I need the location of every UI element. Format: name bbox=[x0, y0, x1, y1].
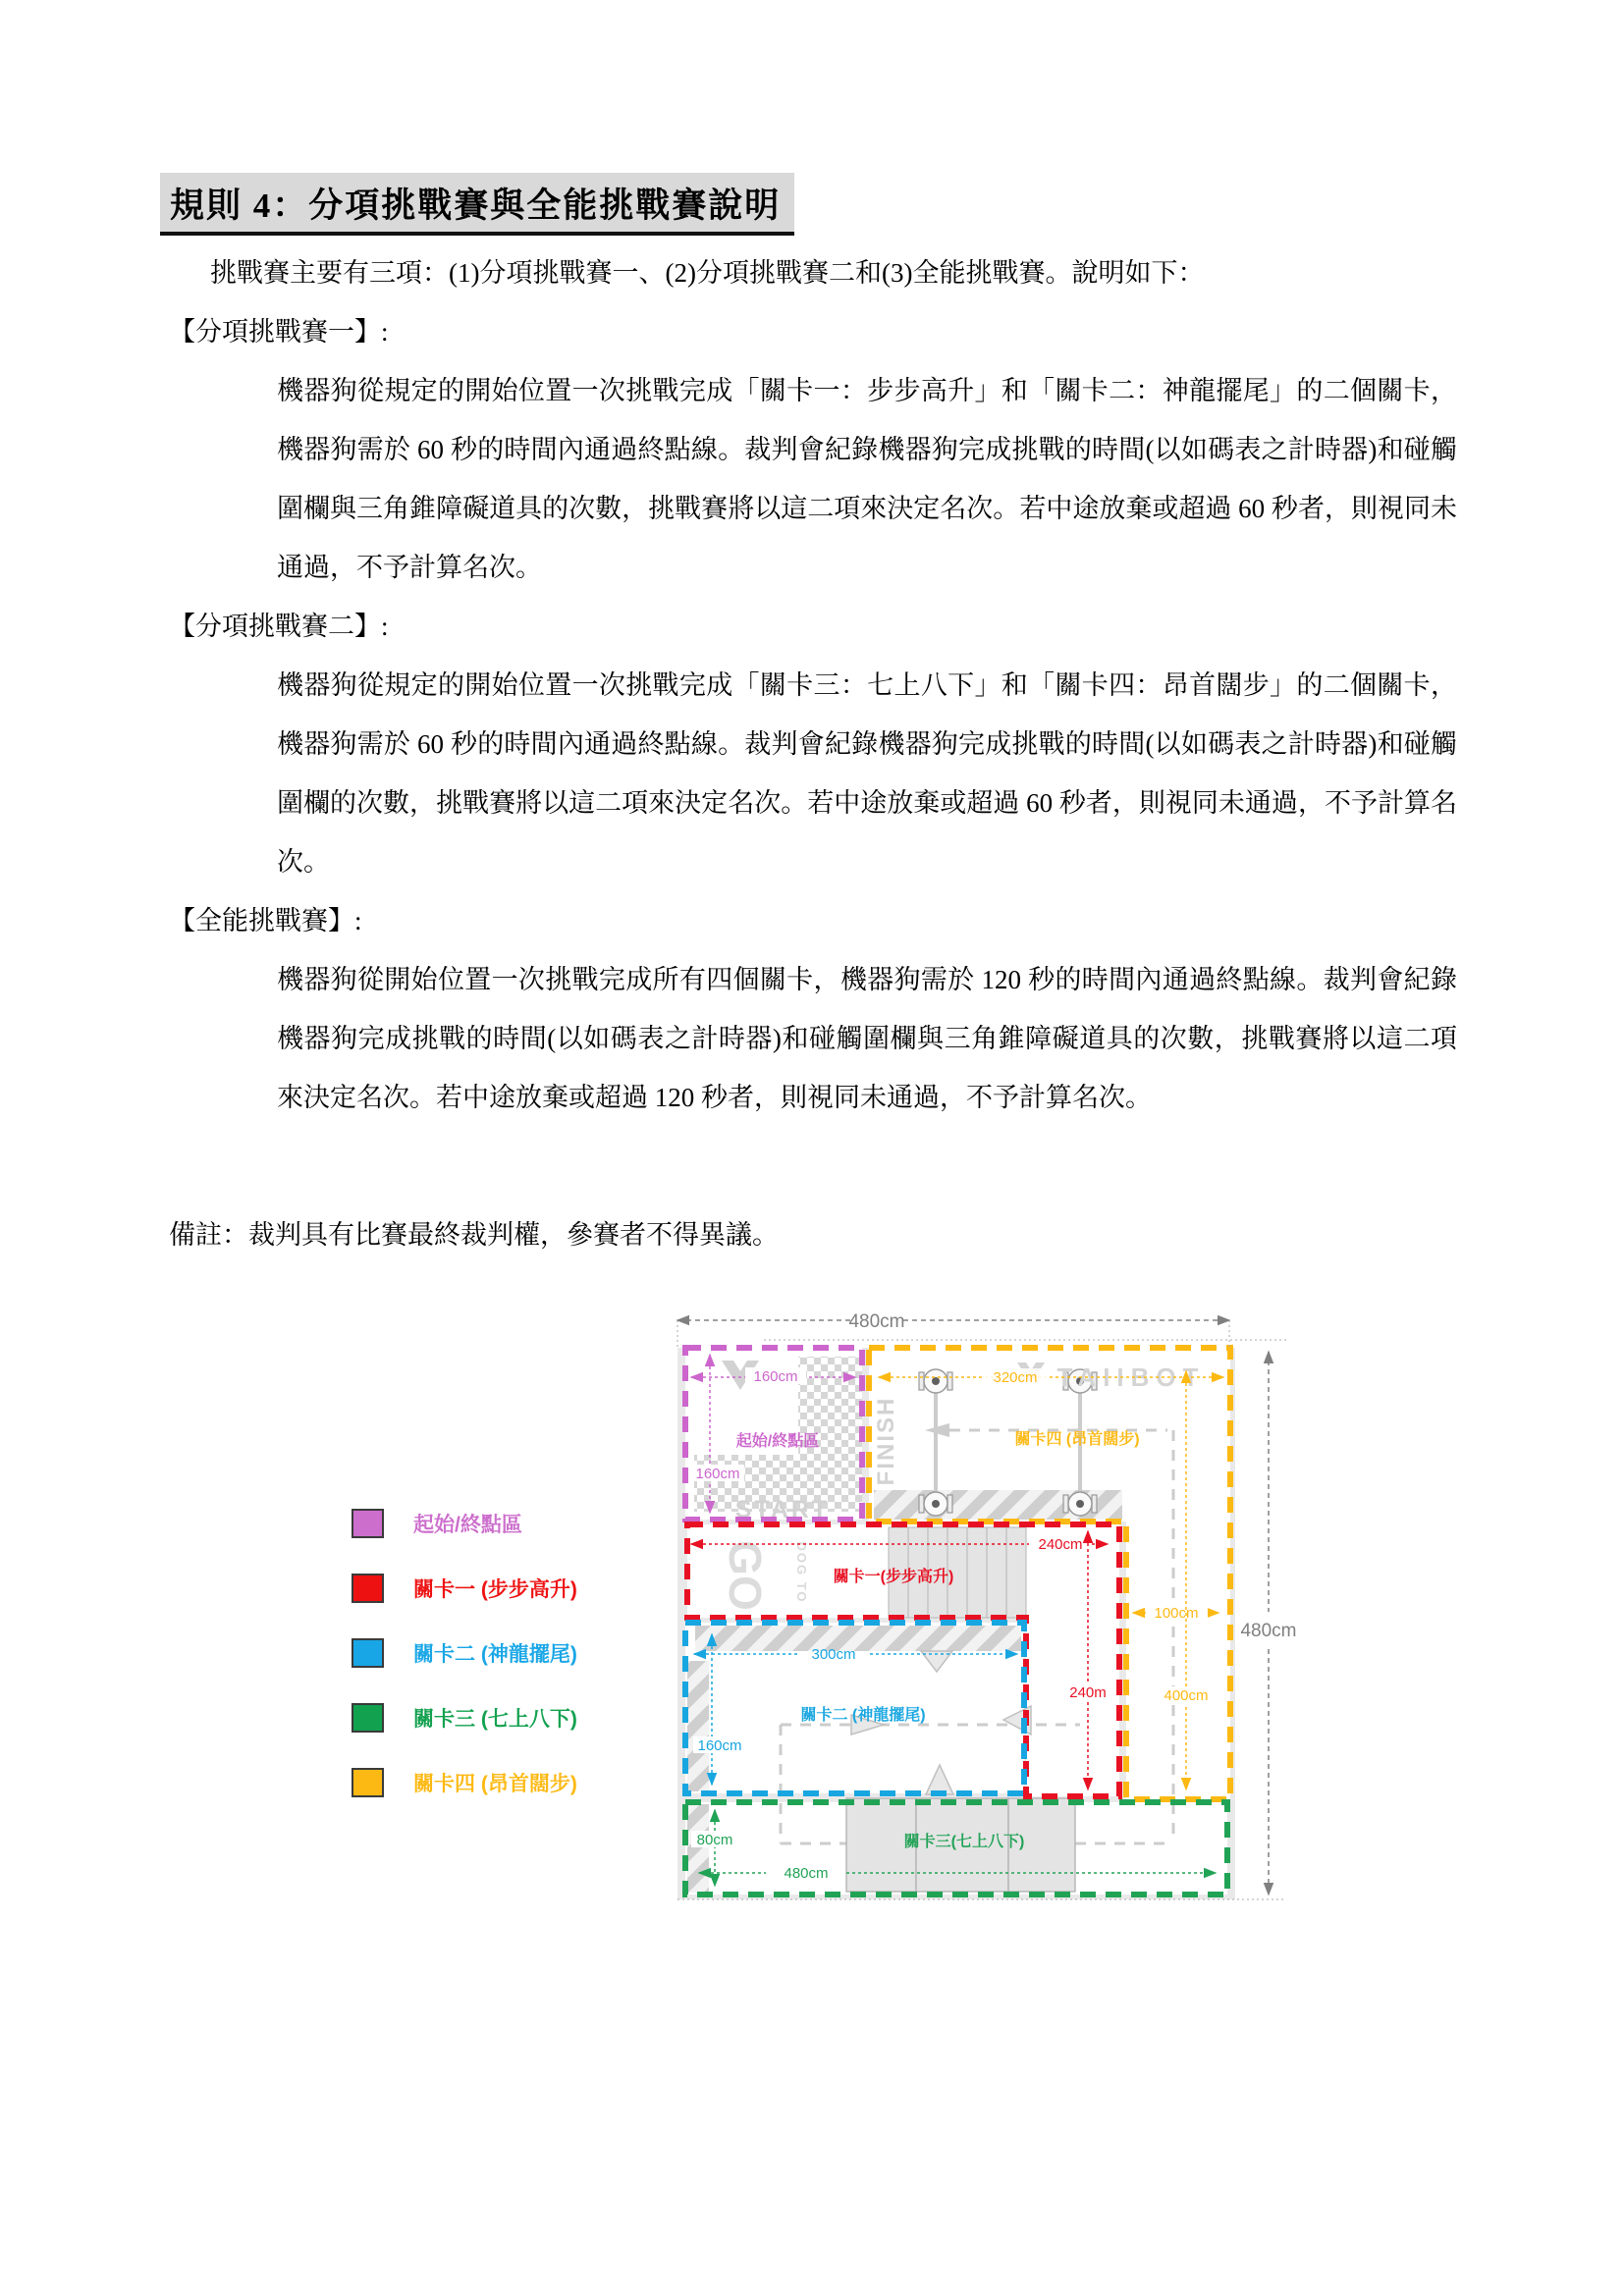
rules-text bbox=[169, 243, 1457, 1127]
section-body-1: 機器狗從規定的開始位置一次挑戰完成「關卡一：步步高升」和「關卡二：神龍擺尾」的二個關卡，機器狗需於 60 秒的時間內通過終點線。裁判會紀錄機器狗完成挑戰的時間(以如碼表之計時器)和碰觸圍欄與三角錐障礙道具的次數，挑戰賽將以這二項來決定名次。若中途放棄或超過 60 秒者，則視同未通過，不予計算名次。 bbox=[277, 376, 1457, 582]
course-legend bbox=[352, 1510, 607, 1834]
gate3-zone-label: 關卡三(七上八下) bbox=[903, 1834, 1025, 1850]
svg-text:480cm: 480cm bbox=[1240, 1621, 1297, 1641]
dim-overall-width bbox=[677, 1311, 1229, 1332]
start-floor-text: START bbox=[734, 1496, 831, 1523]
hazard-stripe-band bbox=[695, 1626, 1021, 1651]
section-body-3: 機器狗從開始位置一次挑戰完成所有四個關卡，機器狗需於 120 秒的時間內通過終點線。裁判會紀錄機器狗完成挑戰的時間(以如碼表之計時器)和碰觸圍欄與三角錐障礙道具的次數，挑戰賽將以這二項來決定名次。若中途放棄或超過 120 秒者，則視同未通過，不予計算名次。 bbox=[277, 965, 1457, 1112]
svg-text:240cm: 240cm bbox=[1038, 1536, 1083, 1553]
gate-post-icon bbox=[919, 1492, 952, 1516]
legend-label: 關卡三 (七上八下) bbox=[413, 1707, 577, 1731]
gate2-swatch bbox=[352, 1638, 384, 1668]
svg-text:300cm: 300cm bbox=[811, 1646, 856, 1663]
gate1-swatch bbox=[352, 1574, 384, 1603]
svg-text:480cm: 480cm bbox=[848, 1311, 905, 1332]
section-heading-2: 【分項挑戰賽二】: bbox=[169, 612, 389, 641]
section-body-2: 機器狗從規定的開始位置一次挑戰完成「關卡三：七上八下」和「關卡四：昂首闊步」的二個關卡，機器狗需於 60 秒的時間內通過終點線。裁判會紀錄機器狗完成挑戰的時間(以如碼表之計時器)和碰觸圍欄的次數，挑戰賽將以這二項來決定名次。若中途放棄或超過 60 秒者，則視同未通過，不予計算名次。 bbox=[277, 670, 1457, 877]
gate3-swatch bbox=[352, 1703, 384, 1733]
hazard-stripe-band bbox=[687, 1661, 709, 1791]
note-paragraph: 備註：裁判具有比賽最終裁判權，參賽者不得異議。 bbox=[169, 1220, 779, 1250]
svg-text:100cm: 100cm bbox=[1154, 1605, 1199, 1622]
gate4-zone-label: 關卡四 (昂首闊步) bbox=[1014, 1431, 1140, 1448]
gate-post-icon bbox=[1063, 1492, 1097, 1516]
legend-label: 起始/終點區 bbox=[413, 1513, 522, 1536]
svg-text:80cm: 80cm bbox=[696, 1832, 733, 1848]
gate-post-icon bbox=[919, 1369, 952, 1393]
dog-to-floor-text: DOG TO bbox=[794, 1541, 809, 1604]
legend-label: 關卡四 (昂首闊步) bbox=[413, 1772, 577, 1795]
course-diagram-svg bbox=[628, 1296, 1316, 1924]
course-diagram bbox=[628, 1296, 1316, 1924]
gate4-swatch bbox=[352, 1768, 384, 1797]
page-title: 規則 4：分項挑戰賽與全能挑戰賽說明 bbox=[160, 173, 794, 236]
section-heading-3: 【全能挑戰賽】: bbox=[169, 906, 362, 935]
intro-paragraph: 挑戰賽主要有三項：(1)分項挑戰賽一、(2)分項挑戰賽二和(3)全能挑戰賽。說明如下： bbox=[210, 258, 1205, 288]
svg-text:160cm: 160cm bbox=[697, 1737, 742, 1754]
legend-label: 關卡二 (神龍擺尾) bbox=[413, 1642, 577, 1666]
dim-overall-height bbox=[1240, 1352, 1296, 1895]
go-floor-text: GO bbox=[720, 1540, 771, 1611]
svg-text:480cm: 480cm bbox=[784, 1865, 829, 1882]
legend-label: 關卡一 (步步高升) bbox=[413, 1577, 577, 1601]
gate2-zone-label: 關卡二 (神龍擺尾) bbox=[800, 1707, 926, 1724]
svg-text:400cm: 400cm bbox=[1164, 1687, 1209, 1704]
hazard-stripe-band bbox=[687, 1804, 709, 1893]
svg-text:240m: 240m bbox=[1069, 1684, 1107, 1701]
start-zone-swatch bbox=[352, 1509, 384, 1538]
brand-floor-text: TAIIBOT bbox=[1056, 1362, 1206, 1392]
legend-item-gate4 bbox=[352, 1769, 607, 1795]
svg-text:320cm: 320cm bbox=[993, 1369, 1038, 1386]
legend-item-gate1 bbox=[352, 1575, 607, 1601]
legend-item-gate2 bbox=[352, 1639, 607, 1666]
finish-floor-text: FINISH bbox=[873, 1396, 899, 1486]
svg-text:160cm: 160cm bbox=[695, 1466, 740, 1482]
legend-item-gate3 bbox=[352, 1704, 607, 1731]
legend-item-start bbox=[352, 1510, 607, 1536]
gate1-zone-label: 關卡一(步步高升) bbox=[833, 1569, 954, 1585]
svg-text:160cm: 160cm bbox=[753, 1368, 798, 1385]
section-heading-1: 【分項挑戰賽一】: bbox=[169, 317, 389, 347]
start-zone-label: 起始/終點區 bbox=[735, 1433, 820, 1450]
